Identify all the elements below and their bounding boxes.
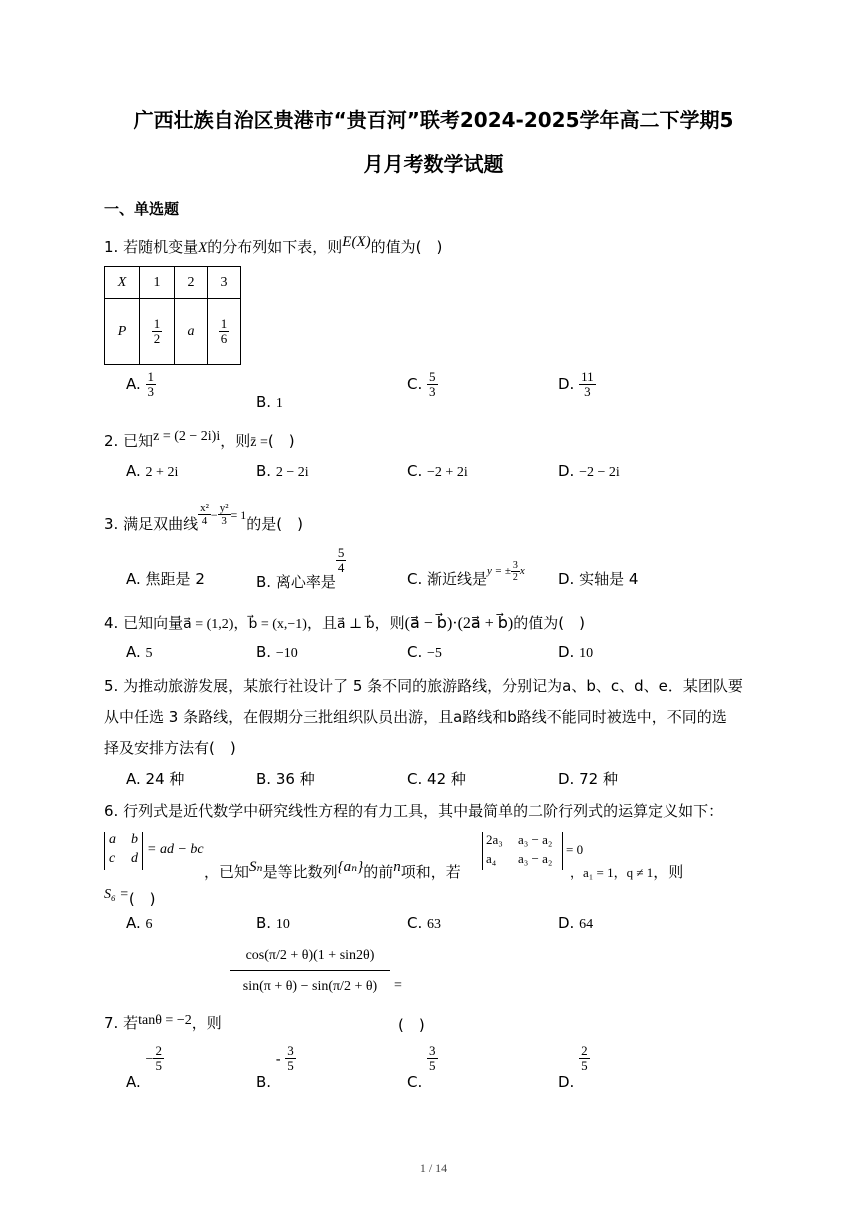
math-expr: z̄ = (250, 435, 268, 450)
question-3: 3. 满足双曲线 $\frac{\text{x²}}{4}$ − $\frac{\text{y²}}{3}$ = 1的是( ) (104, 502, 304, 533)
table-cell: P (105, 299, 140, 365)
option-d[interactable]: D. 实轴是 4 (558, 570, 639, 588)
numerator: cos(π/2 + θ)(1 + sin2θ) (245, 948, 375, 963)
question-number: 1. (104, 238, 119, 256)
math-var: X (198, 240, 208, 256)
hyperbola-equation: $\frac{\text{x²}}{4}$ − $\frac{\text{y²}}{3}$ = 1 (200, 502, 247, 527)
section-heading: 一、单选题 (104, 200, 180, 218)
question-1 (104, 236, 442, 257)
table-cell: 1 (140, 267, 175, 299)
question-5-line-2: 从中任选 3 条路线，在假期分三批组织队员出游，且a路线和b路线不能同时被选中，不同的选 (104, 708, 727, 726)
fraction: $\frac{5}{3}$ (429, 369, 436, 399)
fraction: $\frac{1}{2}$ (153, 316, 161, 346)
option-b[interactable]: B. 离心率是 $\frac{5}{4}$ (256, 545, 345, 591)
option-a[interactable]: A. 5 (126, 643, 153, 661)
option-a[interactable]: A. 焦距是 2 (126, 570, 205, 588)
option-d[interactable]: D. 10 (558, 643, 594, 661)
math-expr: z = (2 − 2i)i (153, 429, 221, 444)
distribution-table (104, 266, 241, 365)
math-expr: b⃗ = (x,−1) (248, 617, 307, 632)
question-6-line-3: S₆ =( ) (104, 887, 156, 908)
option-a[interactable]: A. 2 + 2i (126, 462, 179, 480)
math-expr: a⃗ ⊥ b⃗ (336, 617, 375, 632)
trig-fraction: cos(π/2 + θ)(1 + sin2θ) sin(π + θ) − sin(π/2 + θ) = (230, 948, 390, 995)
question-4: 4. 已知向量a⃗ = (1,2)，b⃗ = (x,−1)，且a⃗ ⊥ b⃗，则(a⃗ − b⃗)·(2a⃗ + b⃗)的值为( ) (104, 614, 585, 632)
determinant-condition: 2a₃ a₃ − a₂ a₄ a₃ − a₂ = 0 (482, 830, 592, 872)
option-b[interactable]: B. - $\frac{3}{5}$ (256, 1043, 294, 1091)
question-5-line-1: 5. 为推动旅游发展，某旅行社设计了 5 条不同的旅游路线，分别记为a、b、c、d、e．某团队要 (104, 677, 743, 695)
option-a[interactable]: A. − $\frac{2}{5}$ (126, 1043, 162, 1091)
option-c[interactable]: C. 42 种 (407, 770, 466, 788)
option-a[interactable]: A. 24 种 (126, 770, 185, 788)
fraction: $\frac{11}{3}$ (581, 369, 594, 399)
question-text: 的分布列如下表，则 (207, 238, 343, 256)
fraction: $\frac{1}{3}$ (147, 369, 155, 399)
option-a[interactable]: A. $\frac{1}{3}$ (126, 369, 155, 399)
title-line-2: 月月考数学试题 (363, 152, 504, 176)
question-text: 若随机变量 (123, 238, 199, 256)
question-6-conditions: ，a₁ = 1，q ≠ 1，则 (570, 863, 684, 881)
fraction: $\frac{5}{4}$ (337, 545, 345, 575)
question-6-line-1: 6. 行列式是近代数学中研究线性方程的有力工具，其中最简单的二阶行列式的运算定义如下： (104, 802, 724, 820)
option-c[interactable]: C. −2 + 2i (407, 462, 468, 480)
math-expr: E(X) (342, 234, 371, 250)
table-cell: 3 (208, 267, 241, 299)
option-b[interactable]: B. 10 (256, 914, 290, 932)
option-c[interactable]: C. −5 (407, 643, 442, 661)
asymptote-equation: y = ± 3 2 x (487, 559, 525, 583)
fraction: $\frac{1}{6}$ (220, 316, 228, 346)
option-c[interactable]: C. 渐近线是$^{y = \pm \frac{3}{2} x}$ (407, 559, 525, 588)
option-b[interactable]: B. 1 (256, 393, 283, 411)
table-cell (140, 299, 175, 365)
option-c[interactable]: C. 63 (407, 914, 442, 932)
question-text: 的值为( ) (370, 238, 443, 256)
option-b[interactable]: B. 36 种 (256, 770, 315, 788)
option-a[interactable]: A. 6 (126, 914, 153, 932)
option-d[interactable]: D. $\frac{2}{5}$ (558, 1043, 588, 1091)
table-cell (208, 299, 241, 365)
title-line-1: 广西壮族自治区贵港市“贵百河”联考2024-2025学年高二下学期5 (133, 108, 734, 132)
table-cell: X (105, 267, 140, 299)
question-6-line-2: ，已知Sₙ是等比数列{aₙ}的前n项和，若 (204, 859, 461, 881)
option-d[interactable]: D. 64 (558, 914, 594, 932)
table-cell: 2 (175, 267, 208, 299)
question-2: 2. 已知z = (2 − 2i)i，则z̄ =( ) (104, 429, 295, 450)
option-c[interactable]: C. $\frac{3}{5}$ (407, 1043, 436, 1091)
option-c[interactable]: C. $\frac{5}{3}$ (407, 369, 436, 399)
option-d[interactable]: D. 72 种 (558, 770, 618, 788)
option-d[interactable]: D. $\frac{11}{3}$ (558, 369, 594, 399)
denominator: sin(π + θ) − sin(π/2 + θ) (242, 979, 378, 994)
math-expr: tanθ = −2 (138, 1013, 192, 1028)
page-number: 1 / 14 (419, 1161, 448, 1175)
option-d[interactable]: D. −2 − 2i (558, 462, 620, 480)
question-7: 7. 若tanθ = −2，则 (104, 1013, 222, 1032)
option-b[interactable]: B. −10 (256, 643, 298, 661)
math-expr: (a⃗ − b⃗)·(2a⃗ + b⃗) (404, 615, 514, 632)
math-expr: a⃗ = (1,2) (183, 617, 234, 632)
option-b[interactable]: B. 2 − 2i (256, 462, 309, 480)
question-7-paren: ( ) (398, 1016, 425, 1034)
table-cell: a (175, 299, 208, 365)
question-5-line-3: 择及安排方法有( ) (104, 739, 236, 757)
determinant-definition: a b c d = ad − bc (104, 830, 214, 870)
